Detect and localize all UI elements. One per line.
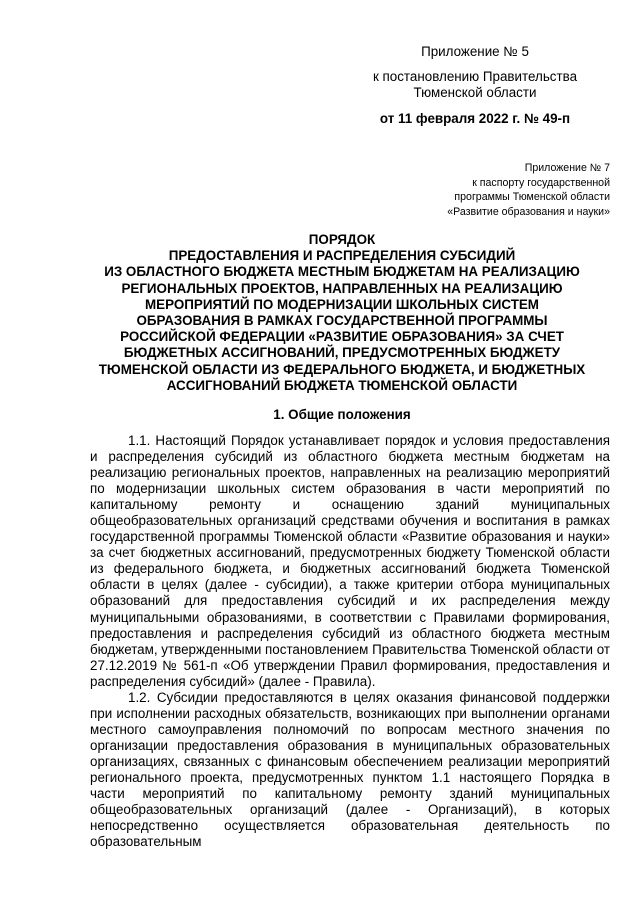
title-line: БЮДЖЕТНЫХ АССИГНОВАНИЙ, ПРЕДУСМОТРЕННЫХ БЮДЖЕТУ <box>123 345 561 361</box>
title-line: АССИГНОВАНИЙ БЮДЖЕТА ТЮМЕНСКОЙ ОБЛАСТИ <box>166 377 518 393</box>
title-line: ПРЕДОСТАВЛЕНИЯ И РАСПРЕДЕЛЕНИЯ СУБСИДИЙ <box>168 248 516 264</box>
annex-number: Приложение № 5 <box>421 44 529 59</box>
program-annex-line2: программы Тюменской области <box>454 191 610 203</box>
title-line: ТЮМЕНСКОЙ ОБЛАСТИ ИЗ ФЕДЕРАЛЬНОГО БЮДЖЕТА, И БЮДЖЕТНЫХ <box>98 361 586 377</box>
paragraph-1-1: 1.1. Настоящий Порядок устанавливает порядок и условия предоставления и распределения субсидий из областного бюджета местным бюджетам на реализацию региональных проектов, направленных на реализацию мероприятий по модернизации школьных систем образования в части мероприятий по капитальному ремонту и оснащению зданий муниципальных общеобразовательных организаций средствами обучения и воспитания в рамках государственной программы Тюменской области «Развитие образования и науки» за счет бюджетных ассигнований, предусмотренных бюджету Тюменской области из федерального бюджета, и бюджетных ассигнований бюджета Тюменской области в целях (далее - субсидии), а также критерии отбора муниципальных образований для предоставления субсидий и их распределения между муниципальными образованиями, в соответствии с Правилами формирования, предоставления и распределения субсидий из областного бюджета местным бюджетам, утвержденными постановлением Правительства Тюменской области от 27.12.2019 № 561-п «Об утверждении Правил формирования, предоставления и распределения субсидий» (далее - Правила). <box>90 433 610 689</box>
title-line: ПОРЯДОК <box>308 232 376 247</box>
title-line: МЕРОПРИЯТИЙ ПО МОДЕРНИЗАЦИИ ШКОЛЬНЫХ СИСТЕМ <box>145 296 539 312</box>
to-resolution-line2: Тюменской области <box>413 85 537 100</box>
resolution-date: от 11 февраля 2022 г. № 49-п <box>379 110 571 126</box>
title-line: РОССИЙСКОЙ ФЕДЕРАЦИИ «РАЗВИТИЕ ОБРАЗОВАНИЯ» ЗА СЧЕТ <box>120 329 564 345</box>
document-body <box>90 433 610 850</box>
program-annex-line3: «Развитие образования и науки» <box>447 205 610 218</box>
program-annex-number: Приложение № 7 <box>524 162 610 174</box>
title-line: РЕГИОНАЛЬНЫХ ПРОЕКТОВ, НАПРАВЛЕННЫХ НА РЕАЛИЗАЦИЮ <box>121 280 563 296</box>
resolution-annex-header <box>330 44 620 127</box>
section-heading: 1. Общие положения <box>273 407 411 422</box>
title-line: ИЗ ОБЛАСТНОГО БЮДЖЕТА МЕСТНЫМ БЮДЖЕТАМ НА РЕАЛИЗАЦИЮ <box>104 264 580 280</box>
program-annex-line1: к паспорту государственной <box>472 176 610 189</box>
program-annex-header <box>370 161 610 219</box>
to-resolution-line1: к постановлению Правительства <box>372 68 578 84</box>
document-title <box>70 232 614 394</box>
title-line: ОБРАЗОВАНИЯ В РАМКАХ ГОСУДАРСТВЕННОЙ ПРОГРАММЫ <box>136 313 548 329</box>
paragraph-1-2: 1.2. Субсидии предоставляются в целях оказания финансовой поддержки при исполнении расходных обязательств, возникающих при выполнении органами местного самоуправления полномочий по вопросам местного значения по организации предоставления образования в муниципальных образовательных организациях, связанных с финансовым обеспечением реализации мероприятий регионального проекта, предусмотренных пунктом 1.1 настоящего Порядка в части мероприятий по капитальному ремонту зданий муниципальных общеобразовательных организаций (далее - Организаций), в которых непосредственно осуществляется образовательная деятельность по образовательным <box>90 689 610 850</box>
